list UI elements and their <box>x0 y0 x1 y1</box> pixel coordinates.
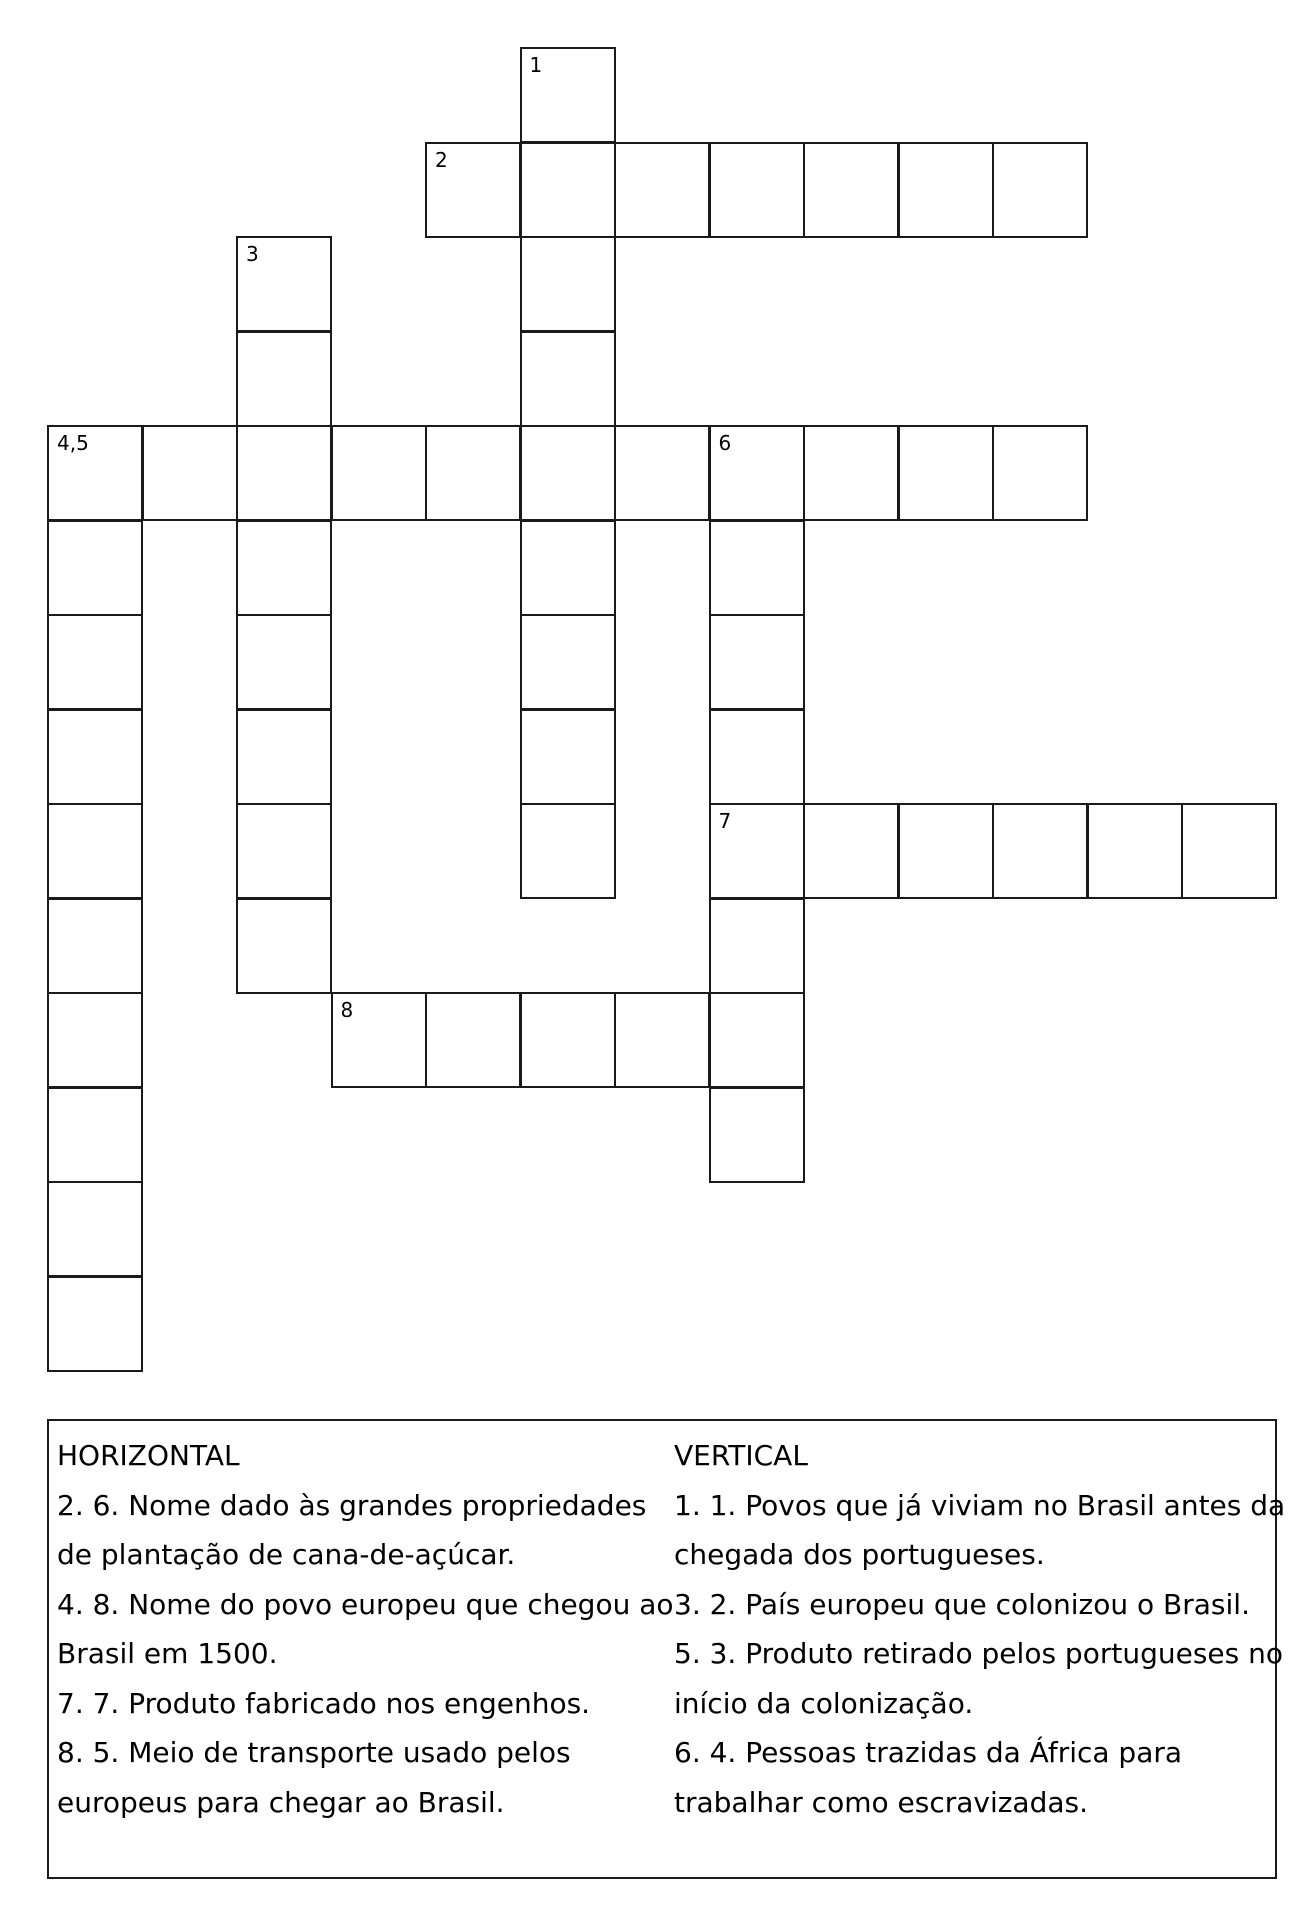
grid-cell[interactable] <box>709 520 805 616</box>
clue-number: 3 <box>246 242 259 266</box>
grid-cell[interactable] <box>47 1181 143 1277</box>
grid-cell[interactable] <box>47 1276 143 1372</box>
grid-cell[interactable] <box>614 142 710 238</box>
grid-cell[interactable] <box>520 803 616 899</box>
clue-number: 8 <box>340 998 354 1022</box>
grid-cell[interactable] <box>236 614 332 710</box>
grid-cell[interactable] <box>992 803 1088 899</box>
grid-cell[interactable] <box>236 803 332 899</box>
grid-cell[interactable] <box>520 47 616 143</box>
grid-cell[interactable] <box>425 425 521 521</box>
grid-cell[interactable] <box>331 425 427 521</box>
grid-cell[interactable] <box>614 992 710 1088</box>
grid-cell[interactable] <box>520 520 616 616</box>
grid-cell[interactable] <box>898 425 994 521</box>
clue-number: 6 <box>718 431 732 455</box>
horizontal-clue-line: 8. 5. Meio de transporte usado pelos <box>57 1736 571 1769</box>
grid-cell[interactable] <box>614 425 710 521</box>
clues-box <box>47 1419 1286 1879</box>
grid-cell[interactable] <box>236 898 332 994</box>
horizontal-clue-line: de plantação de cana-de-açúcar. <box>57 1538 516 1571</box>
grid-cell[interactable] <box>709 142 805 238</box>
horizontal-clues <box>57 1431 674 1827</box>
grid-cell[interactable] <box>709 1087 805 1183</box>
clue-number: 1 <box>529 53 543 77</box>
vertical-clue-line: início da colonização. <box>674 1686 974 1720</box>
vertical-clues <box>674 1431 1286 1827</box>
grid-cell[interactable] <box>898 142 994 238</box>
grid-cell[interactable] <box>47 898 143 994</box>
grid-cell[interactable] <box>520 142 616 238</box>
grid-cell[interactable] <box>425 142 521 238</box>
vertical-clue-line: 1. 1. Povos que já viviam no Brasil antes da <box>674 1488 1286 1522</box>
grid-cell[interactable] <box>709 803 805 899</box>
grid-cell[interactable] <box>520 992 616 1088</box>
grid-cell[interactable] <box>236 331 332 427</box>
horizontal-clue-line: 4. 8. Nome do povo europeu que chegou ao <box>57 1587 674 1621</box>
grid-cell[interactable] <box>803 142 899 238</box>
grid-cell[interactable] <box>236 236 332 332</box>
grid-cell[interactable] <box>425 992 521 1088</box>
grid-cell[interactable] <box>803 425 899 521</box>
horizontal-heading: HORIZONTAL <box>57 1439 240 1472</box>
grid-cell[interactable] <box>992 425 1088 521</box>
grid-cell[interactable] <box>709 992 805 1088</box>
grid-cell[interactable] <box>142 425 238 521</box>
vertical-clue-line: chegada dos portugueses. <box>674 1538 1045 1571</box>
grid-cell[interactable] <box>520 614 616 710</box>
grid-cell[interactable] <box>709 614 805 710</box>
grid-cell[interactable] <box>520 331 616 427</box>
grid-cell[interactable] <box>236 709 332 805</box>
grid-cell[interactable] <box>898 803 994 899</box>
grid-cell[interactable] <box>709 898 805 994</box>
horizontal-clue-line: 2. 6. Nome dado às grandes propriedades <box>57 1488 647 1522</box>
grid-cell[interactable] <box>520 425 616 521</box>
grid-cell[interactable] <box>47 425 143 521</box>
grid-cell[interactable] <box>709 709 805 805</box>
vertical-clue-line: 6. 4. Pessoas trazidas da África para <box>674 1736 1183 1769</box>
grid-cell[interactable] <box>47 803 143 899</box>
grid-cell[interactable] <box>236 425 332 521</box>
grid-cell[interactable] <box>520 709 616 805</box>
grid-cell[interactable] <box>331 992 427 1088</box>
grid-cell[interactable] <box>709 425 805 521</box>
grid-cell[interactable] <box>47 520 143 616</box>
grid-cell[interactable] <box>1181 803 1277 899</box>
grid-cell[interactable] <box>47 1087 143 1183</box>
vertical-clue-line: trabalhar como escravizadas. <box>674 1785 1089 1819</box>
grid-cell[interactable] <box>47 709 143 805</box>
clue-number: 7 <box>718 809 732 833</box>
grid-cell[interactable] <box>992 142 1088 238</box>
grid-cell[interactable] <box>1087 803 1183 899</box>
horizontal-clue-line: Brasil em 1500. <box>57 1637 278 1670</box>
grid-cell[interactable] <box>520 236 616 332</box>
horizontal-clue-line: 7. 7. Produto fabricado nos engenhos. <box>57 1686 591 1720</box>
horizontal-clue-line: europeus para chegar ao Brasil. <box>57 1785 505 1819</box>
clue-number: 4,5 <box>57 431 89 455</box>
vertical-clue-line: 5. 3. Produto retirado pelos portugueses no <box>674 1637 1283 1670</box>
grid-cell[interactable] <box>47 614 143 710</box>
clue-number: 2 <box>435 147 448 172</box>
grid-cell[interactable] <box>803 803 899 899</box>
grid-cell[interactable] <box>236 520 332 616</box>
vertical-clue-line: 3. 2. País europeu que colonizou o Brasil. <box>674 1587 1250 1621</box>
grid-cell[interactable] <box>47 992 143 1088</box>
vertical-heading: VERTICAL <box>674 1439 808 1472</box>
